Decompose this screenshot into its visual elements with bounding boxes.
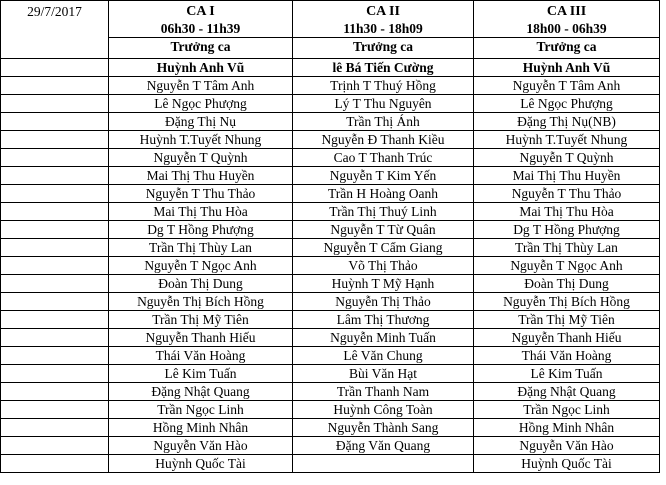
- shift-2-staff-cell: Đặng Văn Quang: [293, 437, 474, 455]
- shift-1-staff-cell: Nguyễn T Ngọc Anh: [109, 257, 293, 275]
- row-date-cell: [1, 221, 109, 239]
- date-cell: 29/7/2017: [1, 1, 109, 59]
- shift-2-staff-cell: Huỳnh T Mỹ Hạnh: [293, 275, 474, 293]
- table-row: [1, 311, 660, 329]
- shift-1-staff-cell: Nguyễn Văn Hào: [109, 437, 293, 455]
- shift-1-staff-cell: Nguyễn Thị Bích Hồng: [109, 293, 293, 311]
- shift-2-staff-cell: Lý T Thu Nguyên: [293, 95, 474, 113]
- leader-date-cell: [1, 59, 109, 77]
- shift-1-leader-label: Trưởng ca: [109, 38, 293, 59]
- shift-3-staff-cell: Nguyễn T Ngọc Anh: [474, 257, 660, 275]
- shift-3-title: CA III: [546, 4, 587, 19]
- shift-1-staff-cell: Mai Thị Thu Hòa: [109, 203, 293, 221]
- shift-3-staff-cell: Đặng Nhật Quang: [474, 383, 660, 401]
- shift-3-staff-cell: Lê Ngọc Phượng: [474, 95, 660, 113]
- shift-2-staff-cell: Nguyễn T Kim Yến: [293, 167, 474, 185]
- shift-3-staff-cell: Trần Thị Thùy Lan: [474, 239, 660, 257]
- shift-2-staff-cell: Nguyễn Đ Thanh Kiều: [293, 131, 474, 149]
- row-date-cell: [1, 95, 109, 113]
- row-date-cell: [1, 275, 109, 293]
- table-row: [1, 365, 660, 383]
- table-row: [1, 419, 660, 437]
- shift-3-staff-cell: Trần Thị Mỹ Tiên: [474, 311, 660, 329]
- row-date-cell: [1, 257, 109, 275]
- table-row: [1, 113, 660, 131]
- shift-2-staff-cell: Trần H Hoàng Oanh: [293, 185, 474, 203]
- shift-3-staff-cell: Huỳnh Quốc Tài: [474, 455, 660, 473]
- row-date-cell: [1, 419, 109, 437]
- row-date-cell: [1, 455, 109, 473]
- shift-2-staff-cell: Võ Thị Thảo: [293, 257, 474, 275]
- shift-3-staff-cell: Huỳnh T.Tuyết Nhung: [474, 131, 660, 149]
- shift-1-header: [109, 1, 293, 38]
- table-row: [1, 401, 660, 419]
- shift-3-staff-cell: Nguyễn Văn Hào: [474, 437, 660, 455]
- shift-1-staff-cell: Lê Ngọc Phượng: [109, 95, 293, 113]
- shift-3-staff-cell: Mai Thị Thu Huyền: [474, 167, 660, 185]
- table-row: [1, 383, 660, 401]
- shift-1-staff-cell: Trần Thị Thùy Lan: [109, 239, 293, 257]
- shift-2-staff-cell: Nguyễn Thành Sang: [293, 419, 474, 437]
- shift-2-header: [293, 1, 474, 38]
- shift-2-staff-cell: Bùi Văn Hạt: [293, 365, 474, 383]
- shift-1-staff-cell: Huỳnh T.Tuyết Nhung: [109, 131, 293, 149]
- shift-3-staff-cell: Nguyễn T Thu Thảo: [474, 185, 660, 203]
- shift-3-leader: Huỳnh Anh Vũ: [474, 59, 660, 77]
- shift-2-staff-cell: [293, 455, 474, 473]
- shift-3-time: 18h00 - 06h39: [526, 21, 607, 36]
- shift-2-staff-cell: Nguyễn Minh Tuấn: [293, 329, 474, 347]
- table-row: [1, 95, 660, 113]
- row-date-cell: [1, 239, 109, 257]
- shift-3-staff-cell: Mai Thị Thu Hòa: [474, 203, 660, 221]
- row-date-cell: [1, 311, 109, 329]
- shift-1-staff-cell: Mai Thị Thu Huyền: [109, 167, 293, 185]
- table-row: [1, 221, 660, 239]
- shift-2-staff-cell: Lâm Thị Thương: [293, 311, 474, 329]
- shift-1-staff-cell: Nguyễn T Quỳnh: [109, 149, 293, 167]
- leader-row: [1, 59, 660, 77]
- shift-3-staff-cell: Lê Kim Tuấn: [474, 365, 660, 383]
- shift-1-time: 06h30 - 11h39: [160, 21, 241, 36]
- row-date-cell: [1, 167, 109, 185]
- shift-2-staff-cell: Trần Thanh Nam: [293, 383, 474, 401]
- table-row: [1, 77, 660, 95]
- shift-1-staff-cell: Đặng Nhật Quang: [109, 383, 293, 401]
- shift-2-staff-cell: Nguyễn Thị Thảo: [293, 293, 474, 311]
- row-date-cell: [1, 329, 109, 347]
- row-date-cell: [1, 185, 109, 203]
- shift-3-staff-cell: Trần Ngọc Linh: [474, 401, 660, 419]
- table-row: [1, 347, 660, 365]
- shift-1-staff-cell: Trần Thị Mỹ Tiên: [109, 311, 293, 329]
- row-date-cell: [1, 131, 109, 149]
- shift-2-leader-label: Trưởng ca: [293, 38, 474, 59]
- shift-2-staff-cell: Cao T Thanh Trúc: [293, 149, 474, 167]
- header-row: [1, 1, 660, 38]
- shift-2-leader: lê Bá Tiến Cường: [293, 59, 474, 77]
- table-row: [1, 293, 660, 311]
- table-row: [1, 455, 660, 473]
- shift-1-staff-cell: Huỳnh Quốc Tài: [109, 455, 293, 473]
- shift-1-staff-cell: Dg T Hồng Phượng: [109, 221, 293, 239]
- row-date-cell: [1, 77, 109, 95]
- row-date-cell: [1, 365, 109, 383]
- table-row: [1, 257, 660, 275]
- shift-2-staff-cell: Huỳnh Công Toàn: [293, 401, 474, 419]
- shift-3-staff-cell: Hồng Minh Nhân: [474, 419, 660, 437]
- table-row: [1, 239, 660, 257]
- shift-1-staff-cell: Đặng Thị Nụ: [109, 113, 293, 131]
- row-date-cell: [1, 437, 109, 455]
- shift-1-staff-cell: Hồng Minh Nhân: [109, 419, 293, 437]
- shift-1-staff-cell: Trần Ngọc Linh: [109, 401, 293, 419]
- shift-3-staff-cell: Nguyễn Thị Bích Hồng: [474, 293, 660, 311]
- shift-1-staff-cell: Nguyễn T Tâm Anh: [109, 77, 293, 95]
- table-row: [1, 185, 660, 203]
- shift-2-staff-cell: Trần Thị Ánh: [293, 113, 474, 131]
- shift-3-staff-cell: Đặng Thị Nụ(NB): [474, 113, 660, 131]
- shift-2-staff-cell: Nguyễn T Cẩm Giang: [293, 239, 474, 257]
- shift-2-title: CA II: [366, 4, 400, 19]
- shift-2-staff-cell: Trịnh T Thuý Hồng: [293, 77, 474, 95]
- shift-3-staff-cell: Đoàn Thị Dung: [474, 275, 660, 293]
- row-date-cell: [1, 149, 109, 167]
- row-date-cell: [1, 401, 109, 419]
- shift-3-staff-cell: Dg T Hồng Phượng: [474, 221, 660, 239]
- row-date-cell: [1, 383, 109, 401]
- table-row: [1, 203, 660, 221]
- row-date-cell: [1, 113, 109, 131]
- shift-1-title: CA I: [186, 4, 215, 19]
- shift-1-staff-cell: Lê Kim Tuấn: [109, 365, 293, 383]
- shift-3-staff-cell: Nguyễn T Quỳnh: [474, 149, 660, 167]
- shift-2-time: 11h30 - 18h09: [343, 21, 423, 36]
- table-row: [1, 149, 660, 167]
- shift-3-staff-cell: Nguyễn Thanh Hiếu: [474, 329, 660, 347]
- table-row: [1, 329, 660, 347]
- table-row: [1, 437, 660, 455]
- row-date-cell: [1, 293, 109, 311]
- shift-2-staff-cell: Lê Văn Chung: [293, 347, 474, 365]
- shift-3-staff-cell: Nguyễn T Tâm Anh: [474, 77, 660, 95]
- shift-3-staff-cell: Thái Văn Hoàng: [474, 347, 660, 365]
- shift-1-leader: Huỳnh Anh Vũ: [109, 59, 293, 77]
- shift-1-staff-cell: Nguyễn Thanh Hiếu: [109, 329, 293, 347]
- shift-1-staff-cell: Thái Văn Hoàng: [109, 347, 293, 365]
- shift-1-staff-cell: Đoàn Thị Dung: [109, 275, 293, 293]
- table-row: [1, 167, 660, 185]
- table-row: [1, 131, 660, 149]
- shift-2-staff-cell: Trần Thị Thuý Linh: [293, 203, 474, 221]
- table-row: [1, 275, 660, 293]
- shift-3-leader-label: Trưởng ca: [474, 38, 660, 59]
- shift-3-header: [474, 1, 660, 38]
- row-date-cell: [1, 347, 109, 365]
- roster-body: [1, 1, 660, 473]
- shift-1-staff-cell: Nguyễn T Thu Thảo: [109, 185, 293, 203]
- row-date-cell: [1, 203, 109, 221]
- shift-2-staff-cell: Nguyễn T Từ Quân: [293, 221, 474, 239]
